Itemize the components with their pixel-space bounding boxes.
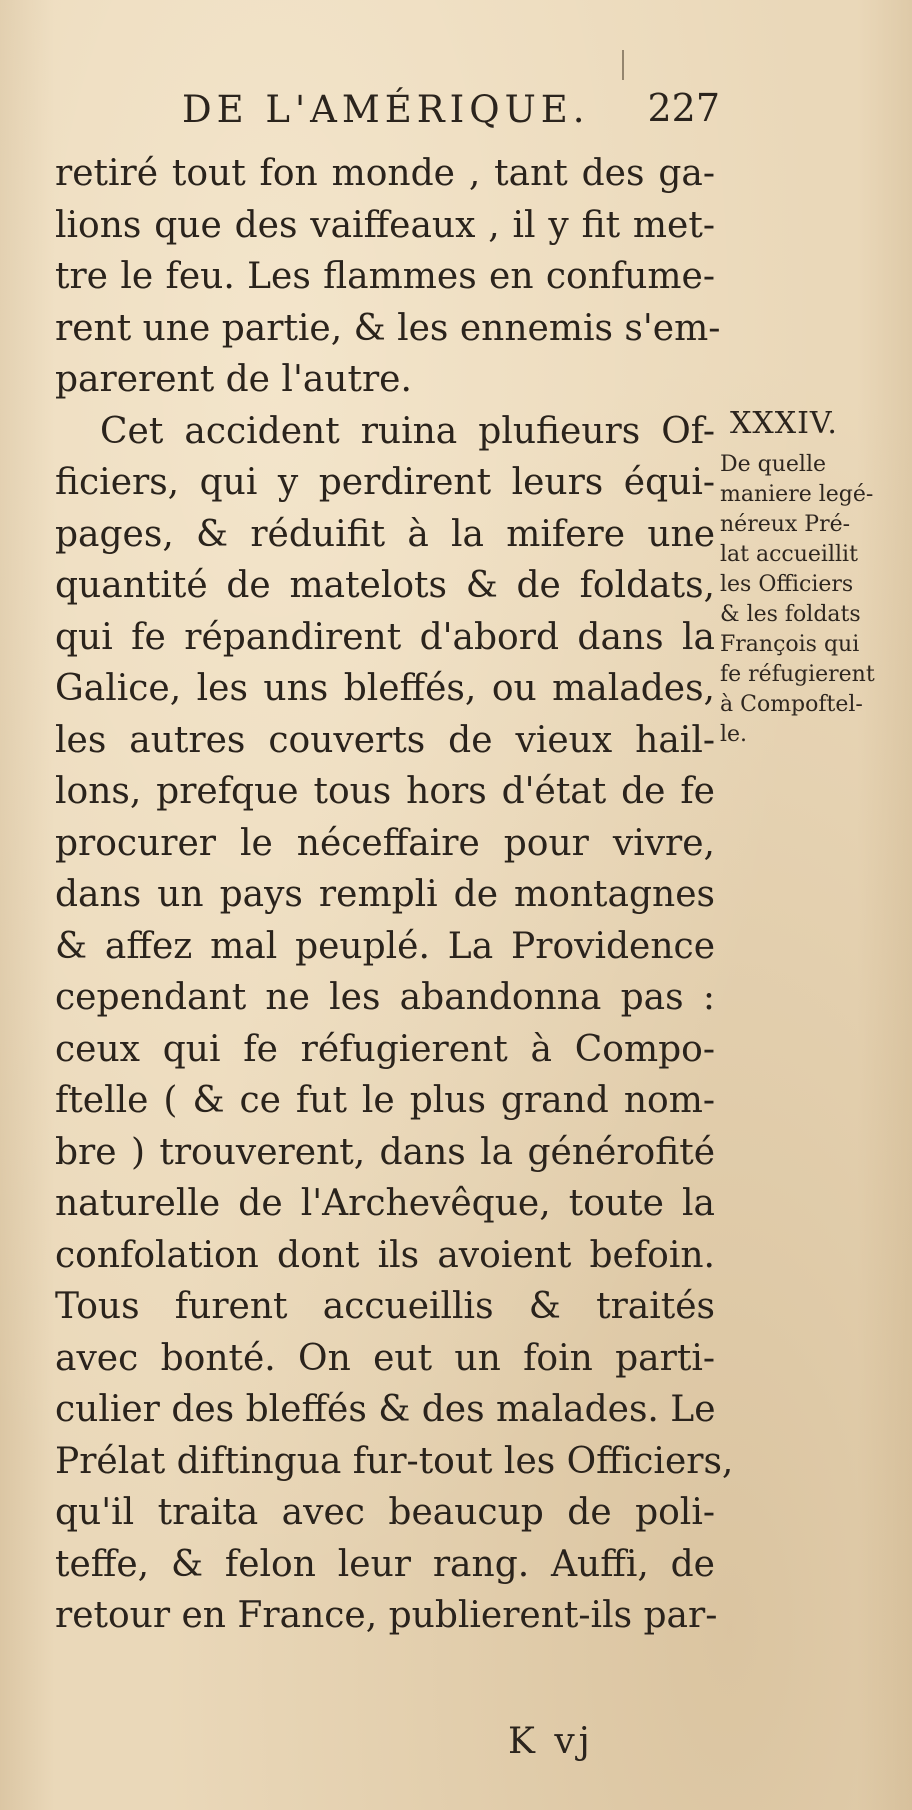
margin-note-line: maniere legé-: [720, 482, 874, 507]
text-line: Prélat diftingua fur-tout les Officiers,: [55, 1440, 734, 1482]
text-line: retiré tout fon monde , tant des ga-: [55, 153, 715, 194]
text-line: & affez mal peuplé. La Providence: [55, 925, 715, 967]
text-line: qui fe répandirent d'abord dans la: [55, 616, 715, 658]
margin-note-line: De quelle: [720, 452, 827, 477]
running-head: [170, 88, 720, 148]
margin-note-line: François qui: [720, 632, 860, 657]
margin-note-line: néreux Pré-: [720, 512, 851, 537]
text-line: Tous furent accueillis & traités: [55, 1286, 715, 1327]
margin-note-line: le.: [720, 722, 748, 747]
text-line: lions que des vaiffeaux , il y fit met-: [55, 204, 715, 246]
margin-note: [720, 404, 895, 750]
text-line: dans un pays rempli de montagnes: [55, 874, 715, 915]
margin-note-line: & les foldats: [720, 602, 861, 627]
text-line: tre le feu. Les flammes en confume-: [55, 256, 715, 297]
ink-mark: [622, 50, 624, 80]
text-line: avec bonté. On eut un foin parti-: [55, 1337, 715, 1379]
text-line: teffe, & felon leur rang. Auffi, de: [55, 1543, 715, 1585]
text-line: lons, prefque tous hors d'état de fe: [55, 771, 715, 812]
margin-note-line: lat accueillit: [720, 542, 858, 567]
text-line: bre ) trouverent, dans la générofité: [55, 1131, 715, 1173]
body-text: [55, 148, 734, 1642]
text-line: naturelle de l'Archevêque, toute la: [55, 1183, 715, 1224]
signature-mark: K vj: [508, 1721, 594, 1762]
text-line: confolation dont ils avoient befoin.: [55, 1234, 715, 1276]
text-line: cependant ne les abandonna pas :: [55, 977, 715, 1018]
text-line: quantité de matelots & de foldats,: [55, 565, 715, 606]
margin-note-line: à Compoftel-: [720, 692, 863, 717]
text-line: parerent de l'autre.: [55, 359, 412, 400]
text-line: pages, & réduifit à la mifere une: [55, 513, 715, 555]
margin-note-line: fe réfugierent: [720, 662, 875, 687]
text-line: les autres couverts de vieux hail-: [55, 719, 715, 761]
text-line: ficiers, qui y perdirent leurs équi-: [55, 462, 715, 503]
margin-note-line: les Officiers: [720, 572, 854, 597]
text-line: Cet accident ruina plufieurs Of-: [100, 410, 715, 452]
text-line: rent une partie, & les ennemis s'em-: [55, 307, 721, 349]
text-line: culier des bleffés & des malades. Le: [55, 1389, 716, 1430]
text-line: ftelle ( & ce fut le plus grand nom-: [55, 1080, 715, 1121]
text-line: procurer le néceffaire pour vivre,: [55, 822, 715, 864]
text-line: qu'il traita avec beaucup de poli-: [55, 1492, 715, 1533]
margin-note-heading: XXXIV.: [730, 406, 838, 441]
running-title: DE L'AMÉRIQUE.: [182, 88, 590, 131]
text-line: ceux qui fe réfugierent à Compo-: [55, 1028, 715, 1070]
text-line: Galice, les uns bleffés, ou malades,: [55, 668, 715, 709]
page-number: 227: [647, 86, 720, 130]
text-line: retour en France, publierent-ils par-: [55, 1595, 718, 1636]
